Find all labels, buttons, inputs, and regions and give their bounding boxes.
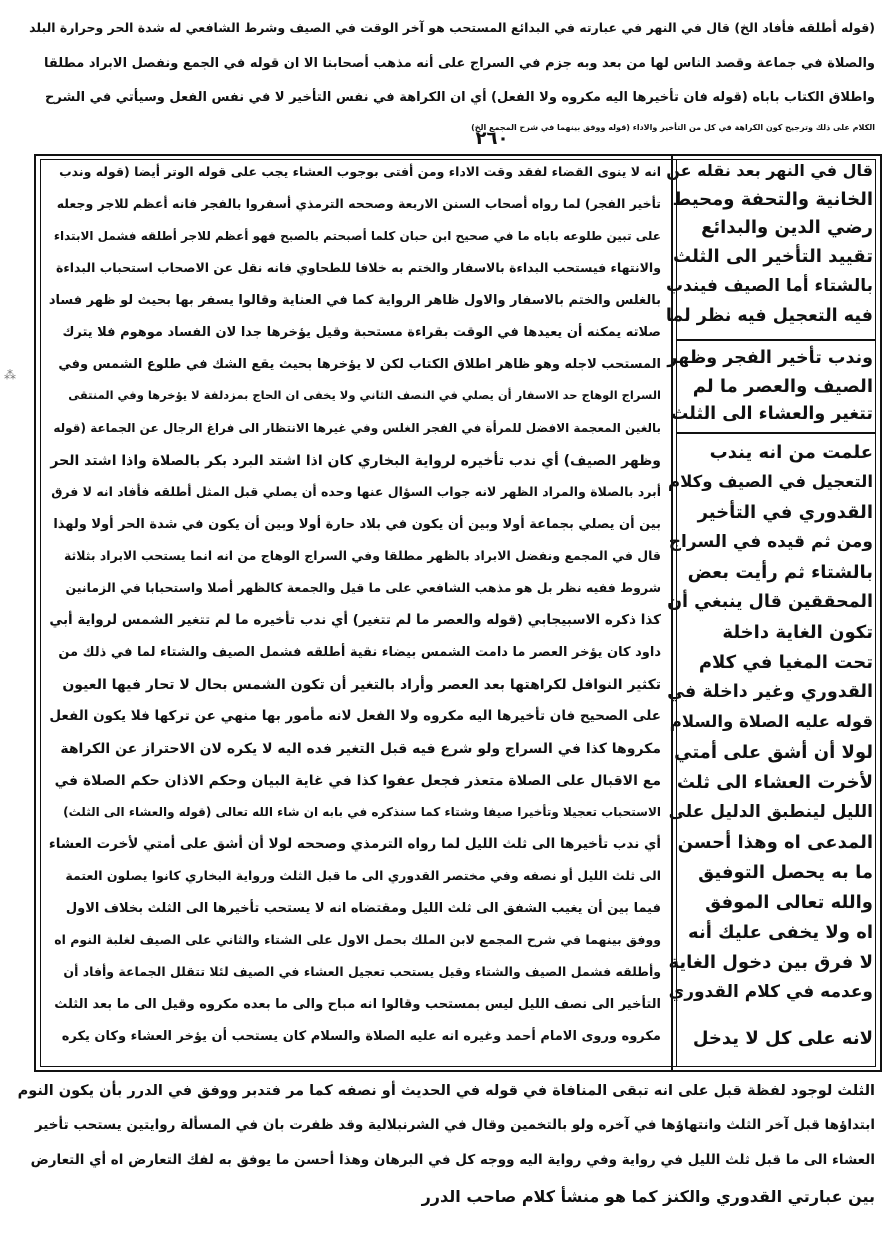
side-note-line: بالشتاء ثم رأيت بعض bbox=[687, 562, 873, 583]
side-note-line: والله تعالى الموفق bbox=[705, 892, 873, 913]
bottom-commentary-line: بين عبارتي القدوري والكنز كما هو منشأ كلام صاحب الدرر bbox=[421, 1187, 875, 1206]
top-commentary-line: والصلاة في جماعة وقصد الناس لها من بعد وبه جزم في السراج على أنه مذهب أصحابنا الا ان قوله في الجمع ونفصل الابراد مطلقا bbox=[44, 56, 875, 71]
main-text-line: وظهر الصيف) أي ندب تأخيره لرواية البخاري كان اذا اشتد البرد بكر بالصلاة واذا اشتد الحر bbox=[50, 453, 661, 469]
margin-mark: ⁂ bbox=[4, 368, 16, 382]
side-note-line: قال في النهر بعد نقله عن bbox=[666, 161, 873, 180]
side-note-line: المحققين قال ينبغي أن bbox=[667, 592, 873, 612]
main-text-line: أبرد بالصلاة والمراد الظهر لانه جواب السؤال عنها وحده أن يصلي قبل المثل أطلقه فأفاد انه لا فرق bbox=[51, 484, 661, 499]
side-heading-line: وندب تأخير الفجر وظهر bbox=[667, 348, 873, 368]
main-text-line: تكثير النوافل لكراهتها بعد العصر وأراد بالتغير أن تكون الشمس بحال لا تحار فيها العيون bbox=[62, 677, 661, 693]
side-note-line: الخانية والتحفة ومحيط bbox=[672, 189, 873, 210]
side-note-line: القدوري وغير داخلة في bbox=[667, 682, 873, 702]
side-section-divider bbox=[676, 339, 876, 341]
main-text-line: كذا ذكره الاسبيجابي (قوله والعصر ما لم تتغير) أي ندب تأخيره ما لم تتغير الشمس لرواية أبي bbox=[49, 612, 661, 628]
main-text-line: ووفق بينهما في شرح المجمع لابن الملك بحمل الاول على الشتاء والثاني على الصيف لغلبة النوم اه bbox=[54, 932, 661, 947]
main-text-line: قال في المجمع ونفضل الابراد بالظهر مطلقا وفي السراج الوهاج من انه انما يستحب الابراد بثلاثة bbox=[63, 548, 661, 563]
top-commentary-line: الكلام على ذلك وترجيح كون الكراهة في كل من التأخير والاداء (قوله ووفق بينهما في شرح المجمع الخ) bbox=[471, 123, 875, 132]
main-text-line: على تبين طلوعه باباه ما في صحيح ابن حبان كلما أصبحتم بالصبح فهو أعظم للاجر أطلقه فشمل الابتداء bbox=[53, 229, 661, 243]
side-note-line: ومن ثم قيده في السراج bbox=[668, 532, 873, 552]
side-note-line: المدعى اه وهذا أحسن bbox=[677, 832, 873, 853]
side-note-line: وعدمه في كلام القدوري bbox=[668, 982, 873, 1002]
side-note-line: لانه على كل لا يدخل bbox=[692, 1028, 873, 1049]
side-note-line: التعجيل في الصيف وكلام bbox=[668, 472, 873, 491]
main-text-line: مكروها كذا في السراج ولو شرع فيه قبل التغير فده اليه لا يكره لان الاحتراز عن الكراهة bbox=[60, 741, 661, 757]
main-text-line: انه لا ينوى القضاء لفقد وقت الاداء ومن أفتى بوجوب العشاء يجب على قوله الوتر أيضا (قوله وندب bbox=[59, 164, 661, 179]
page-number: ٢٦٠ bbox=[475, 128, 509, 149]
main-text-line: المستحب لاجله وهو ظاهر اطلاق الكتاب لكن لا يؤخرها بحيث يقع الشك في طلوع الشمس وفي bbox=[58, 357, 661, 372]
side-note-line: الليل لينطبق الدليل على bbox=[668, 802, 873, 822]
side-note-line: اه ولا يخفى عليك أنه bbox=[688, 922, 873, 943]
main-text-line: التأخير الى نصف الليل ليس بمستحب وقالوا انه مباح والى ما بعده مكروه وقيل الى ما بعد الثلث bbox=[54, 997, 661, 1012]
main-text-line: مع الاقبال على الصلاة متعذر فجعل عفوا كذا في غاية البيان وحكم الاذان حكم الصلاة في bbox=[54, 773, 661, 789]
side-note-line: قوله عليه الصلاة والسلام bbox=[669, 712, 873, 731]
main-text-line: داود كان يؤخر العصر ما دامت الشمس بيضاء نقية أطلقه فشمل الصيف والشتاء لما في ذلك من bbox=[58, 645, 661, 660]
side-note-line: بالشتاء أما الصيف فيندب bbox=[665, 276, 873, 296]
main-text-line: شروط ففيه نظر بل هو مذهب الشافعي على ما قيل والجمعة كالظهر أصلا واستحبابا في الزمانين bbox=[65, 580, 661, 595]
bottom-commentary-line: الثلث لوجود لفظة قبل على انه تبقى المنافاة في قوله في الحديث أو نصفه كما مر فتدبر ووفق في الدرر بأن يكون النوم bbox=[17, 1083, 875, 1099]
side-note-line: رضي الدين والبدائع bbox=[701, 217, 873, 238]
side-heading-line: تتغير والعشاء الى الثلث bbox=[670, 404, 873, 424]
main-text-line: الى ثلث الليل أو نصفه وفي مختصر القدوري الى ما قبل الثلث ورواية البخاري كانوا يصلون العتمة bbox=[65, 868, 661, 883]
top-commentary-line: واطلاق الكتاب باباه (قوله فان تأخيرها اليه مكروه ولا الفعل) أي ان الكراهة في نفس التأخير لا في نفس الفعل وسيأتي في الشرح bbox=[45, 90, 875, 105]
main-text-line: بين أن يصلي بجماعة أولا وبين أن يكون في بلاد حارة أولا وبين أن يكون في شدة الحر أولا ولهذا bbox=[53, 517, 661, 532]
side-note-line: ما به يحصل التوفيق bbox=[698, 862, 873, 883]
top-commentary-line: (قوله أطلقه فأفاد الخ) قال في النهر في عبارته في البدائع المستحب هو آخر الوقت في الصيف وشرط الشافعي له شدة الحر وحرارة البلد bbox=[29, 20, 875, 35]
side-note-line: تحت المغيا في كلام bbox=[698, 652, 873, 673]
side-note-line: لأخرت العشاء الى ثلث bbox=[676, 772, 873, 793]
main-text-line: السراج الوهاج حد الاسفار أن يصلي في النصف الثاني ولا يخفى ان الحاج بمزدلفة لا يؤخرها وفي المنتقى bbox=[68, 388, 661, 402]
main-text-line: وأطلقه فشمل الصيف والشتاء وقيل يستحب تعجيل العشاء في الصيف لئلا تتقلل الجماعة وأفاد أن bbox=[63, 964, 661, 979]
side-note-line: فيه التعجيل فيه نظر لما bbox=[665, 306, 873, 326]
side-note-line: لا فرق بين دخول الغاية bbox=[668, 952, 873, 973]
main-text-line: الاستحباب تعجيلا وتأخيرا صيفا وشتاء كما سنذكره في بابه ان شاء الله تعالى (قوله والعشاء الى الثلث) bbox=[63, 805, 661, 819]
main-text-line: تأخير الفجر) لما رواه أصحاب السنن الاربعة وصححه الترمذي أسفروا بالفجر فانه أعظم للاجر وجعله bbox=[56, 196, 661, 211]
bottom-commentary-line: ابتداؤها قبل آخر الثلث وانتهاؤها في آخره ولو بالتخمين وقال في الشرنبلالية وقد ظفرت بان في المسألة روايتين يستحب تأخير bbox=[34, 1117, 875, 1133]
main-text-line: والانتهاء فيستحب البداءة بالاسفار والختم به خلافا للطحاوي فانه نقل عن الاصحاب استحباب البداءة bbox=[56, 260, 661, 275]
main-text-line: أي ندب تأخيرها الى ثلث الليل لما رواه الترمذي وصححه لولا أن أشق على أمتي لأخرت العشاء bbox=[48, 836, 661, 852]
side-note-line: القدوري في التأخير bbox=[697, 502, 873, 523]
side-note-line: لولا أن أشق على أمتي bbox=[674, 742, 873, 763]
main-text-line: على الصحيح فان تأخيرها اليه مكروه ولا الفعل لانه مأمور بها منهي عن تركها فلا يكون الفعل bbox=[49, 708, 661, 724]
side-note-line: تقييد التأخير الى الثلث bbox=[673, 246, 873, 267]
side-note-line: علمت من انه يندب bbox=[709, 442, 873, 463]
main-text-line: مكروه وروى الامام أحمد وغيره انه عليه الصلاة والسلام كان يستحب أن يؤخر العشاء وكان يكره bbox=[61, 1029, 661, 1044]
main-text-line: فيما بين أن يغيب الشفق الى ثلث الليل ومقتضاه انه لا يستحب تأخيرها الى الثلث بخلاف الاول bbox=[65, 901, 661, 916]
main-text-line: بالغلس والختم بالاسفار والاول ظاهر الرواية كما في العناية وقالوا يسفر بها بحيث لو ظهر فساد bbox=[48, 293, 661, 308]
side-note-line: تكون الغاية داخلة bbox=[722, 622, 873, 643]
main-text-line: صلاته يمكنه أن يعيدها في الوقت بقراءة مستحبة وقيل يؤخرها جدا لان الفساد موهوم فلا يترك bbox=[62, 325, 661, 340]
bottom-commentary-line: العشاء الى ما قبل ثلث الليل في رواية وفي رواية اليه ووجه كل في البرهان وهذا أحسن ما يوفق به لفك التعارض اه أي التعارض bbox=[30, 1152, 875, 1168]
main-text-line: بالغين المعجمة الافضل للمرأة في الفجر الغلس وفي غيرها الانتظار الى فراغ الرجال عن الجماعة (قوله bbox=[53, 421, 661, 435]
side-heading-line: الصيف والعصر ما لم bbox=[692, 376, 873, 397]
side-section-divider bbox=[676, 432, 876, 434]
